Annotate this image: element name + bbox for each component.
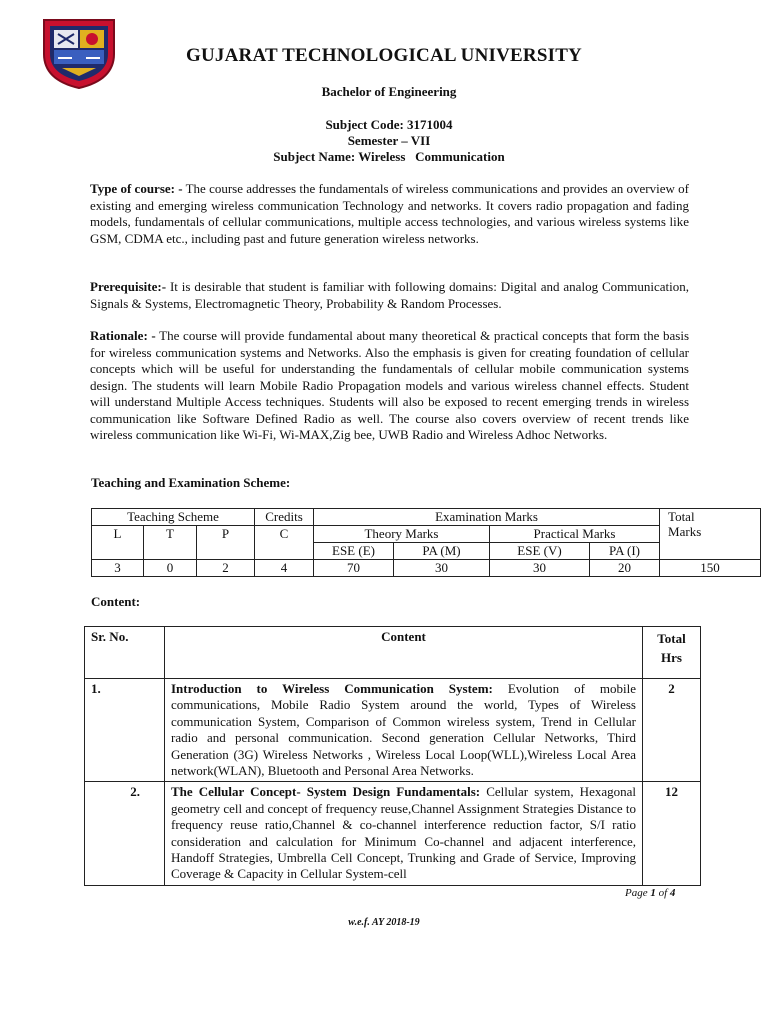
subject-code: Subject Code: 3171004 (325, 117, 453, 132)
topic-text: Cellular system, Hexagonal geometry cell and concept of frequency reuse,Channel Assignment Strategies Distance to frequency reuse ratio,Channel & co-channel interference reduction factor, S/I ratio consideration and calculation for Minimum Co-channel and adjacent interference, Handoff Strategies, Umbrella Cell Concept, Trunking and Grade of Service, Improving Coverage & Capacity in Cellular System-cell (171, 784, 636, 882)
page-current: 1 (650, 887, 656, 899)
p-value: 2 (197, 560, 255, 577)
sr-no-cell: 1. (85, 679, 165, 782)
type-of-course-label: Type of course: - (90, 181, 183, 196)
total-marks-header (660, 509, 761, 560)
c-header: C (255, 526, 314, 560)
l-value: 3 (92, 560, 144, 577)
teaching-scheme-header: Teaching Scheme (92, 509, 255, 526)
marks-label: Marks (668, 524, 702, 539)
pa-i-value: 20 (590, 560, 660, 577)
type-of-course-paragraph (90, 181, 689, 247)
total-hrs-hrs: Hrs (661, 650, 682, 665)
hrs-cell: 2 (643, 679, 701, 782)
exam-marks-header: Examination Marks (314, 509, 660, 526)
content-cell (165, 679, 643, 782)
t-header: T (144, 526, 197, 560)
type-of-course-text: The course addresses the fundamentals of wireless communications and provides an overview of existing and emerging wireless communication Technology and networks. It covers radio propagation and fading models, fundamentals of cellular communications, multiple access technologies, and various wireless systems like GSM, CDMA etc., including past and future generation wireless networks. (90, 181, 689, 246)
prerequisite-paragraph (90, 279, 689, 312)
hrs-cell: 12 (643, 782, 701, 885)
table-row (85, 679, 701, 782)
t-value: 0 (144, 560, 197, 577)
subject-name: Subject Name: Wireless Communication (273, 149, 505, 164)
teaching-exam-scheme-table (91, 508, 761, 577)
page-total: 4 (669, 887, 676, 899)
p-header: P (197, 526, 255, 560)
topic-title: The Cellular Concept- System Design Fundamentals: (171, 784, 481, 800)
pa-m-value: 30 (394, 560, 490, 577)
scheme-heading: Teaching and Examination Scheme: (91, 475, 291, 490)
total-label: Total (668, 509, 695, 524)
theory-marks-header: Theory Marks (314, 526, 490, 543)
page-of: of (655, 887, 670, 899)
topic-title: Introduction to Wireless Communication System: (171, 681, 493, 696)
university-name: GUJARAT TECHNOLOGICAL UNIVERSITY (186, 45, 582, 66)
ese-e-value: 70 (314, 560, 394, 577)
page-prefix: Page (625, 887, 651, 899)
table-row (85, 782, 701, 885)
content-heading: Content: (91, 594, 141, 609)
semester: Semester – VII (347, 133, 431, 148)
degree-title: Bachelor of Engineering (321, 84, 457, 99)
rationale-paragraph (90, 328, 689, 444)
pa-m-header: PA (M) (394, 543, 490, 560)
prerequisite-label: Prerequisite:- (90, 279, 167, 294)
total-value: 150 (660, 560, 761, 577)
total-hrs-total: Total (657, 631, 686, 646)
rationale-text: The course will provide fundamental about many theoretical & practical concepts that form the basis for wireless communication systems and Networks. Also the emphasis is given for creating foundation of cellular concepts which will be useful for understanding the fundamentals of cellular mobile communication systems design. The students will learn Mobile Radio Propagation models and various wireless channel effects. Student will understand Multiple Access techniques. Students will also be exposed to recent emerging trends in wireless communication like Software Defined Radio as well. The course also covers overview of recent trends like wireless communication like Wi-Fi, Wi-MAX,Zig bee, UWB Radio and Wireless Adhoc Networks. (90, 328, 689, 442)
pa-i-header: PA (I) (590, 543, 660, 560)
ese-v-header: ESE (V) (490, 543, 590, 560)
page-number (625, 887, 675, 899)
content-header: Content (165, 627, 643, 679)
l-header: L (92, 526, 144, 560)
sr-no-cell: 2. (85, 782, 165, 885)
practical-marks-header: Practical Marks (490, 526, 660, 543)
rationale-label: Rationale: - (90, 328, 156, 343)
ese-v-value: 30 (490, 560, 590, 577)
content-table (84, 626, 701, 886)
topic-text: Evolution of mobile communications, Mobile Radio System around the world, Types of Wireless communication System, Comparison of Common wireless system, Trend in Cellular radio and personal communication. Second generation Cellular Networks, Third Generation (3G) Wireless Networks , Wireless Local Loop(WLL),Wireless Local Area network(WLAN), Bluetooth and Personal Area Networks. (171, 681, 637, 779)
content-cell (165, 782, 643, 885)
sr-no-header: Sr. No. (85, 627, 165, 679)
ese-e-header: ESE (E) (314, 543, 394, 560)
credits-header: Credits (255, 509, 314, 526)
c-value: 4 (255, 560, 314, 577)
effective-from-footer: w.e.f. AY 2018-19 (348, 917, 420, 928)
total-hrs-header (643, 627, 701, 679)
prerequisite-text: It is desirable that student is familiar with following domains: Digital and analog Communication, Signals & Systems, Electromagnetic Theory, Probability & Random Processes. (90, 279, 689, 311)
